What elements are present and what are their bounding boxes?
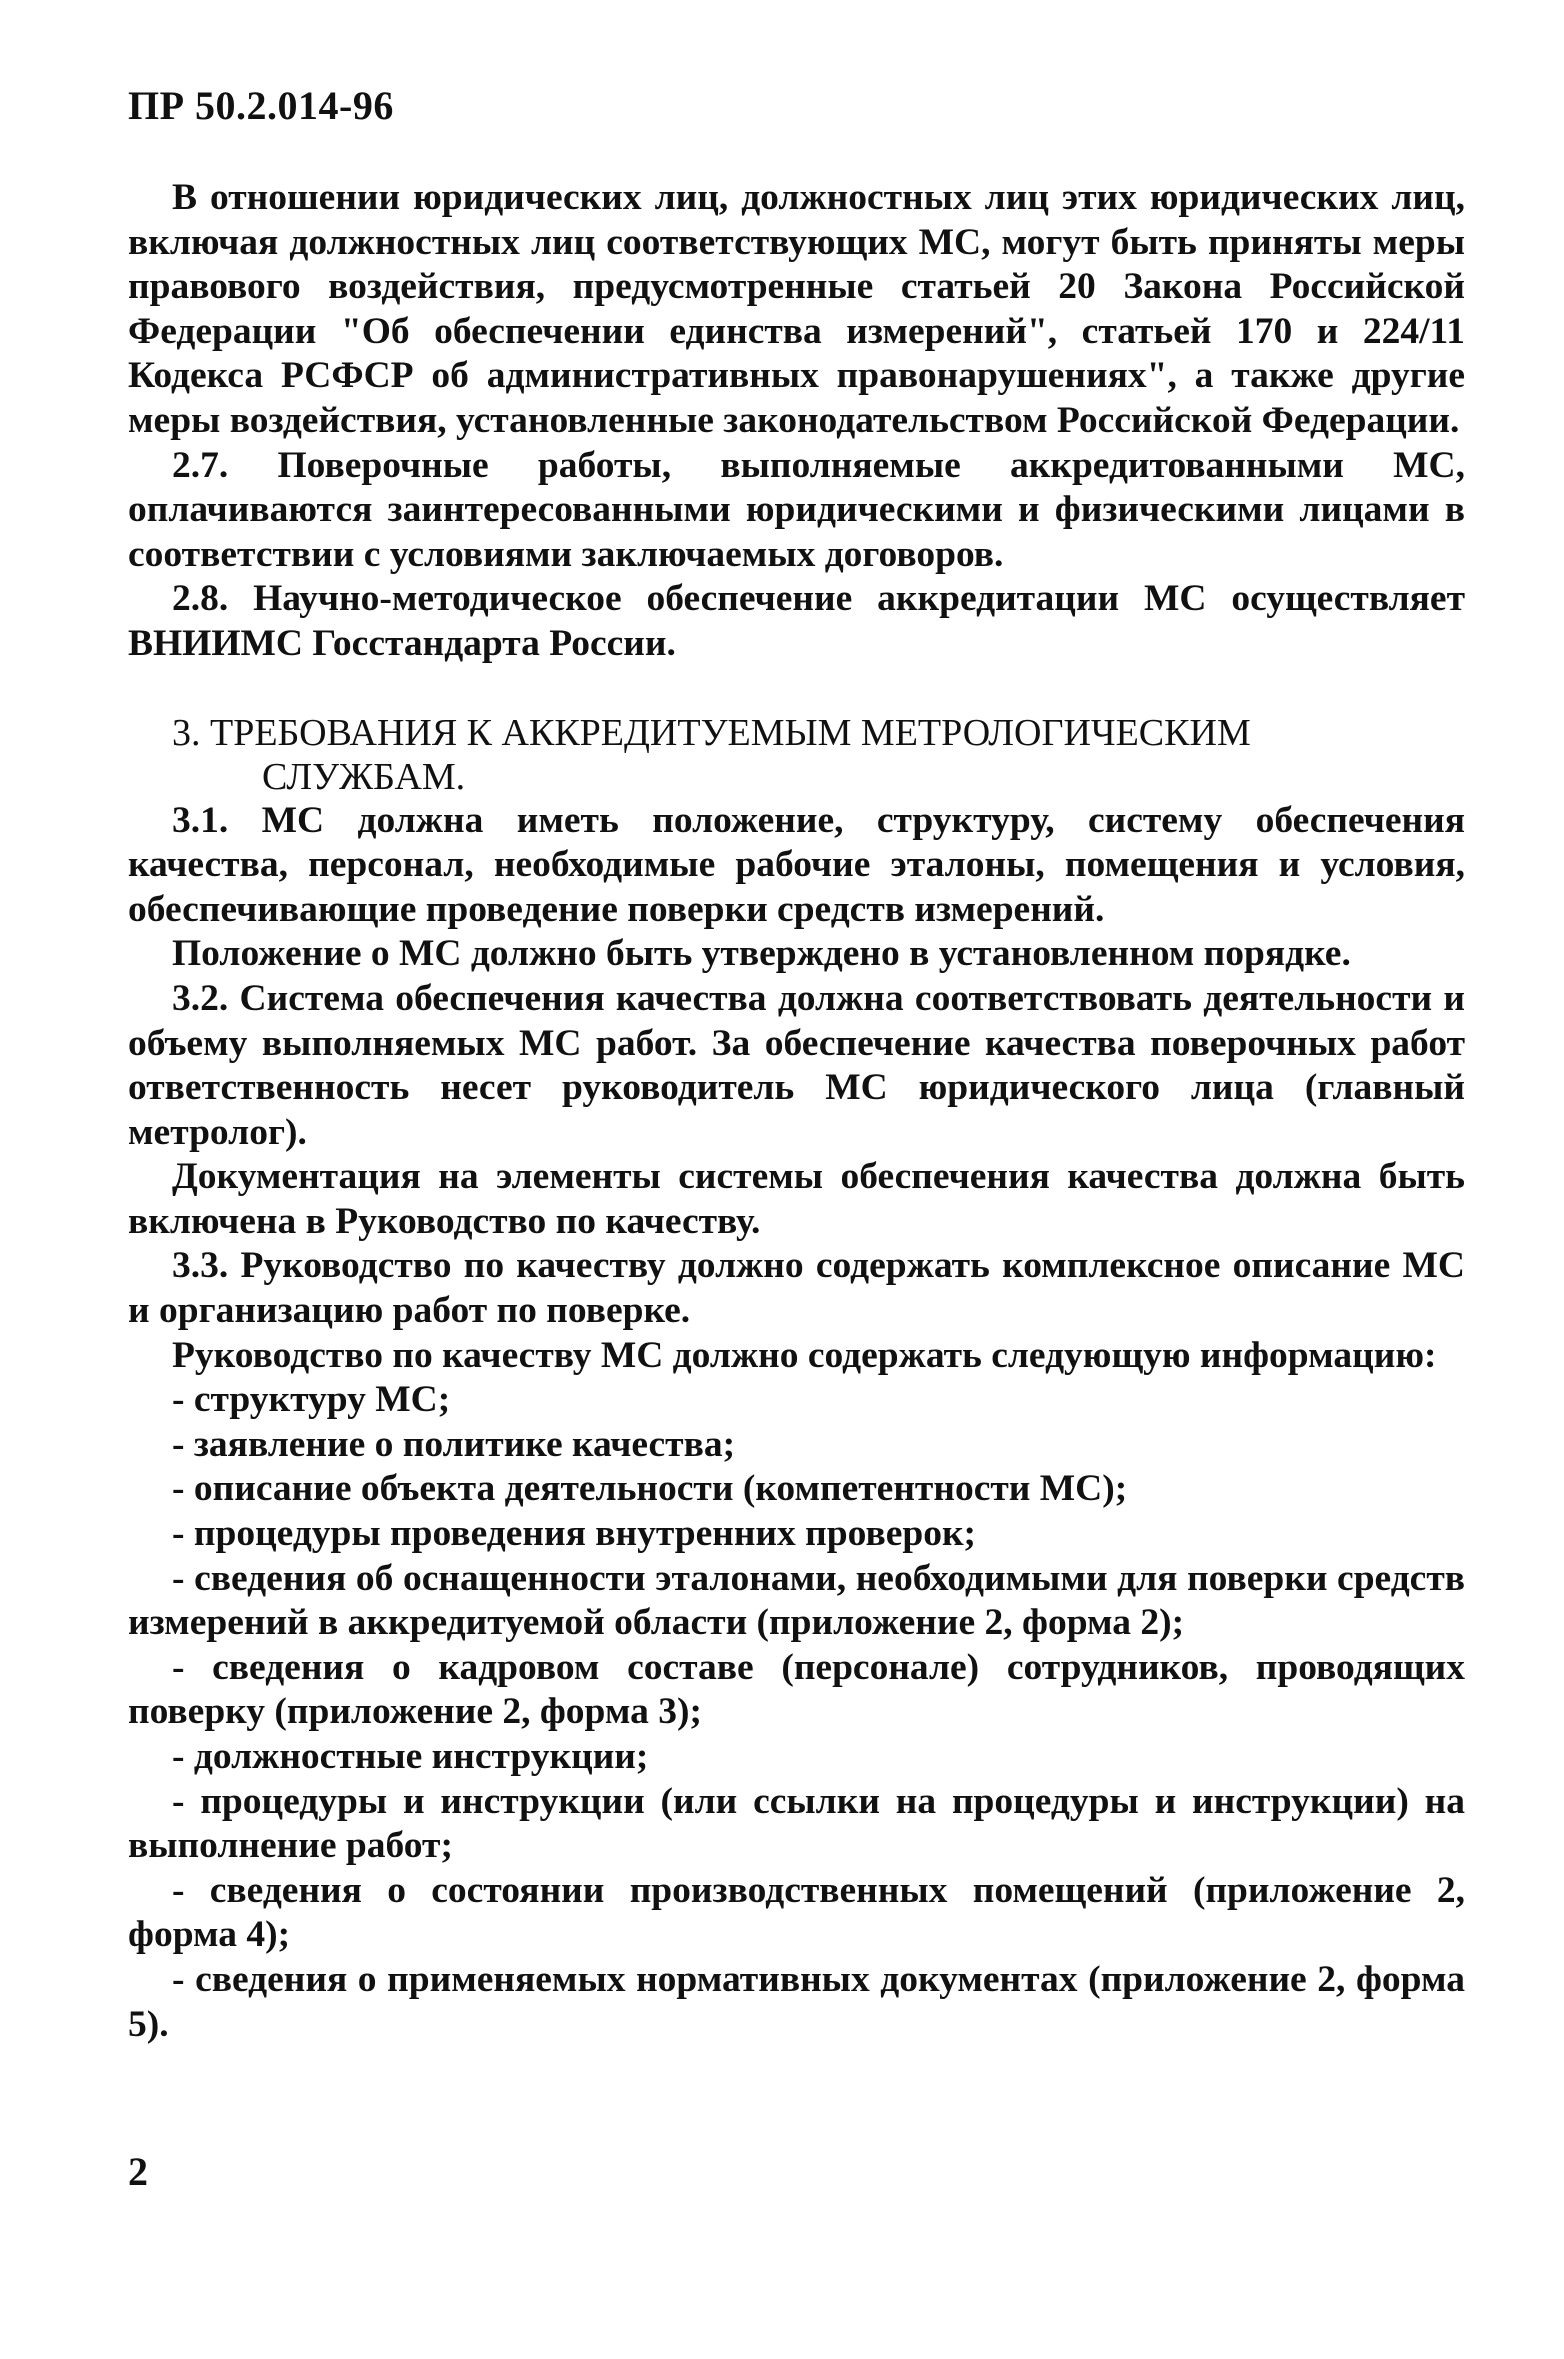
- list-item: - сведения о применяемых нормативных документах (приложение 2, форма 5).: [128, 1958, 1465, 2045]
- manual-contents-list: [128, 1378, 1465, 2047]
- section-3-heading: [128, 711, 1465, 799]
- list-item: - сведения о кадровом составе (персонале) сотрудников, проводящих поверку (приложение 2, форма 3);: [128, 1646, 1465, 1733]
- list-item: - структуру МС;: [172, 1379, 451, 1421]
- document-code-header: ПР 50.2.014-96: [128, 83, 394, 128]
- paragraph-3-3-manual-info: Руководство по качеству МС должно содержать следующую информацию:: [172, 1334, 1437, 1376]
- paragraph-2-8: 2.8. Научно-методическое обеспечение аккредитации МС осуществляет ВНИИМС Госстандарта России.: [128, 578, 1465, 664]
- list-item: - описание объекта деятельности (компетентности МС);: [172, 1468, 1128, 1510]
- section-3-heading-line2: СЛУЖБАМ.: [262, 755, 466, 798]
- list-item: - заявление о политике качества;: [172, 1423, 736, 1465]
- paragraph-3-2-documentation: Документация на элементы системы обеспечения качества должна быть включена в Руководство по качеству.: [128, 1156, 1465, 1242]
- paragraph-3-1: 3.1. МС должна иметь положение, структуру, систему обеспечения качества, персонал, необходимые рабочие эталоны, помещения и условия, обеспечивающие проведение поверки средств измерений.: [128, 799, 1465, 930]
- document-body: [128, 176, 1465, 2047]
- paragraph-3-2: 3.2. Система обеспечения качества должна соответствовать деятельности и объему выполняемых МС работ. За обеспечение качества поверочных работ ответственность несет руководитель МС юридического лица (главный метролог).: [128, 977, 1465, 1153]
- list-item: - процедуры проведения внутренних проверок;: [172, 1513, 977, 1555]
- list-item: - процедуры и инструкции (или ссылки на процедуры и инструкции) на выполнение работ;: [128, 1780, 1465, 1867]
- paragraph-legal-measures: В отношении юридических лиц, должностных лиц этих юридических лиц, включая должностных лиц соответствующих МС, могут быть приняты меры правового воздействия, предусмотренные статьей 20 Закона Российской Федерации "Об обеспечении единства измерений", статьей 170 и 224/11 Кодекса РСФСР об административных правонарушениях", а также другие меры воздействия, установленные законодательством Российской Федерации.: [128, 177, 1465, 441]
- list-item: - сведения об оснащенности эталонами, необходимыми для поверки средств измерений в аккредитуемой области (приложение 2, форма 2);: [128, 1557, 1465, 1644]
- list-item: - сведения о состоянии производственных помещений (приложение 2, форма 4);: [128, 1869, 1465, 1956]
- paragraph-2-7: 2.7. Поверочные работы, выполняемые аккредитованными МС, оплачиваются заинтересованными юридическими и физическими лицами в соответствии с условиями заключаемых договоров.: [128, 444, 1465, 575]
- paragraph-3-3: 3.3. Руководство по качеству должно содержать комплексное описание МС и организацию работ по поверке.: [128, 1245, 1465, 1332]
- paragraph-3-1-statute: Положение о МС должно быть утверждено в установленном порядке.: [172, 933, 1351, 975]
- page-number: 2: [128, 2149, 148, 2194]
- section-3-heading-line1: 3. ТРЕБОВАНИЯ К АККРЕДИТУЕМЫМ МЕТРОЛОГИЧЕСКИМ: [172, 711, 1251, 754]
- list-item: - должностные инструкции;: [172, 1736, 649, 1777]
